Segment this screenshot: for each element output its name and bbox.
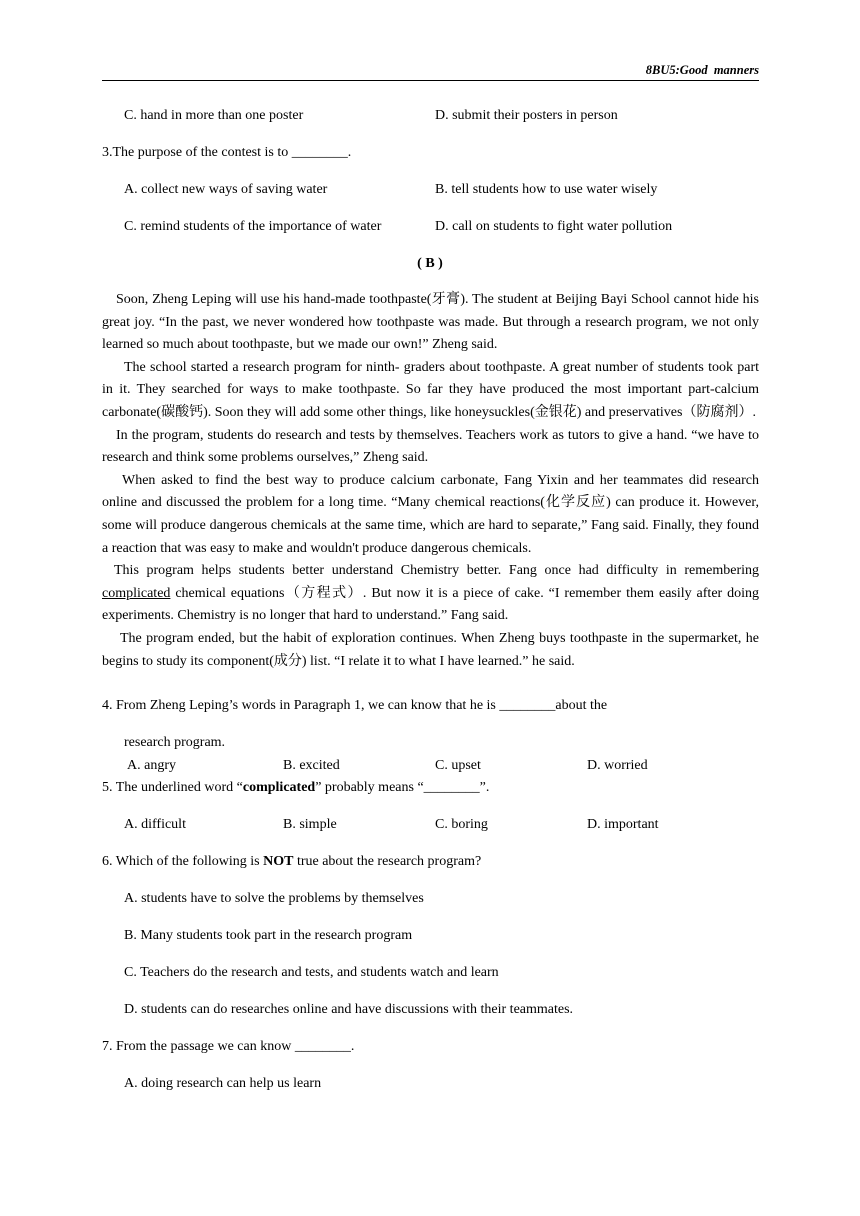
q7-stem: 7. From the passage we can know ________. [102,1039,355,1054]
q4-stem-continued: research program. [124,735,226,750]
passage-paragraph-6: The program ended, but the habit of exploration continues. When Zheng buys toothpaste in the supermarket, he begins to study its component(成分) list. “I relate it to what I have learned.” he said. [102,630,759,669]
q6-stem-bold-word: NOT [263,854,294,869]
q6-stem-before: 6. Which of the following is [102,854,264,869]
paragraph-5-after: chemical equations（方程式）. But now it is a piece of cake. “I remember them easily after doing experiments. Chemistry is no longer that hard to understand.” Fang said. [102,585,759,624]
q5-option-c[interactable]: C. boring [435,817,488,832]
q3-option-c[interactable]: C. remind students of the importance of water [124,219,382,234]
q5-option-b[interactable]: B. simple [283,817,337,832]
underlined-word-complicated: complicated [102,585,171,601]
q3-option-d[interactable]: D. call on students to fight water pollution [435,219,673,234]
q5-options-row [124,816,764,834]
q2-options-row [124,107,764,125]
q2-option-d[interactable]: D. submit their posters in person [435,108,618,123]
q4-stem: 4. From Zheng Leping’s words in Paragraph 1, we can know that he is ________about the [102,698,608,713]
q6-option-c[interactable]: C. Teachers do the research and tests, and students watch and learn [124,965,499,980]
q7-option-a[interactable]: A. doing research can help us learn [124,1076,322,1091]
q6-option-a[interactable]: A. students have to solve the problems by themselves [124,891,424,906]
passage-paragraph-3: In the program, students do research and tests by themselves. Teachers work as tutors to give a hand. “we have to research and think some problems ourselves,” Zheng said. [102,427,759,466]
passage-paragraph-5 [102,560,759,628]
passage-paragraph-4: When asked to find the best way to produce calcium carbonate, Fang Yixin and her teammates did research online and discussed the problem for a long time. “Many chemical reactions(化学反应) can produce it. However, some will produce dangerous chemicals at the same time, which are hard to separate,” Fang said. Finally, they found a reaction that was easy to make and wouldn't produce dangerous chemicals. [102,472,759,556]
q6-stem-after: true about the research program? [293,854,482,869]
q5-option-d[interactable]: D. important [587,817,659,832]
q3-option-a[interactable]: A. collect new ways of saving water [124,182,328,197]
passage [102,289,759,673]
q4-option-c[interactable]: C. upset [435,758,481,773]
q3-stem: 3.The purpose of the contest is to ________. [102,145,352,160]
q4-option-d[interactable]: D. worried [587,758,648,773]
header-title: 8BU5:Good manners [645,63,759,77]
q5-stem-bold-word: complicated [242,780,316,795]
page-header [102,62,759,81]
paragraph-5-before: This program helps students better understand Chemistry better. Fang once had difficulty in remembering [114,563,759,579]
q6-option-b[interactable]: B. Many students took part in the research program [124,928,413,943]
q5-stem-after: ” probably means “________”. [315,780,490,795]
q5-option-a[interactable]: A. difficult [124,817,186,832]
section-b-title: ( B ) [417,256,443,271]
q5-stem [102,779,489,797]
q3-options-row-2 [124,218,764,236]
q6-stem [102,853,481,871]
q4-options-row [124,757,764,775]
passage-paragraph-1: Soon, Zheng Leping will use his hand-made toothpaste(牙膏). The student at Beijing Bayi School cannot hide his great joy. “In the past, we never wondered how toothpaste was made. But through a research program, we not only learned so much about toothpaste, but we made our own!” Zheng said. [102,292,759,353]
q6-option-d[interactable]: D. students can do researches online and have discussions with their teammates. [124,1002,574,1017]
q2-option-c[interactable]: C. hand in more than one poster [124,108,304,123]
passage-paragraph-2: The school started a research program for ninth- graders about toothpaste. A great number of students took part in it. They searched for ways to make toothpaste. So far they have produced the most important part-calcium carbonate(碳酸钙). Soon they will add some other things, like honeysuckles(金银花) and preservatives（防腐剂）. [102,359,759,420]
q3-option-b[interactable]: B. tell students how to use water wisely [435,182,658,197]
q3-options-row-1 [124,181,764,199]
q4-option-a[interactable]: A. angry [127,758,176,773]
q4-option-b[interactable]: B. excited [283,758,340,773]
q5-stem-before: 5. The underlined word “ [102,780,243,795]
